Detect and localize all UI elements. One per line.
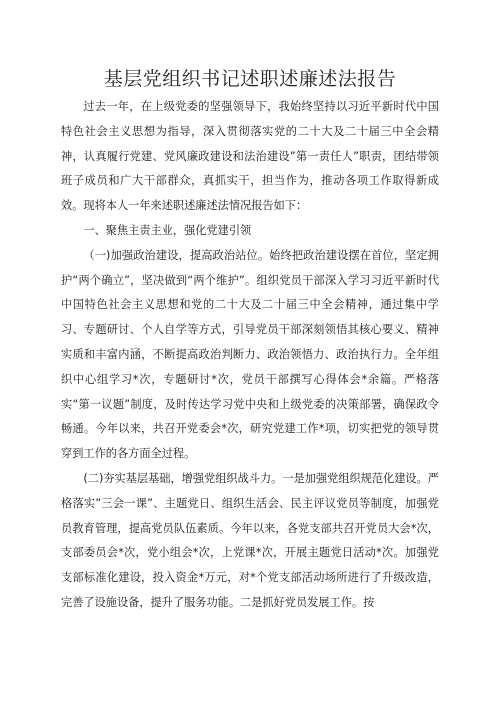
intro-paragraph: 过去一年，在上级党委的坚强领导下，我始终坚持以习近平新时代中国特色社会主义思想为指导，深入贯彻落实党的二十大及二十届三中全会精神，认真履行党建、党风廉政建设和法治建设”第一责任人”职责，团结带领班子成员和广大干部群众，真抓实干，担当作为，推动各项工作取得新成效。现将本人一年来述职述廉述法情况报告如下： [61,100,439,213]
page-title: 基层党组织书记述职述廉述法报告 [103,68,397,90]
section-heading: 一、聚焦主责主业，强化党建引领 [83,223,252,237]
document-body [61,95,439,616]
body-paragraph: （一)加强政治建设，提高政治站位。始终把政治建设摆在首位，坚定拥护“两个确立”，坚决做到“两个维护”。组织党员干部深入学习习近平新时代中国特色社会主义思想和党的二十大及二十届三中全会精神，通过集中学习、专题研讨、个人自学等方式，引导党员干部深刻领悟其核心要义、精神实质和丰富内涵，不断提高政治判断力、政治领悟力、政治执行力。全年组织中心组学习*次，专题研讨*次，党员干部撰写心得体会*余篇。严格落实“第一议题”制度，及时传达学习党中央和上级党委的决策部署，确保政令畅通。今年以来，共召开党委会*次，研究党建工作*项，切实把党的领导贯穿到工作的各方面全过程。 [61,248,439,461]
body-paragraph: (二)夯实基层基础，增强党组织战斗力。一是加强党组织规范化建设。严格落实”三会一课”、主题党日、组织生活会、民主评议党员等制度，加强党员教育管理，提高党员队伍素质。今年以来，各党支部共召开党员大会*次，支部委员会*次，党小组会*次，上党课*次，开展主题党日活动*次。加强党支部标准化建设，投入资金*万元，对*个党支部活动场所进行了升级改造，完善了设施设备，提升了服务功能。二是抓好党员发展工作。按 [61,471,439,609]
